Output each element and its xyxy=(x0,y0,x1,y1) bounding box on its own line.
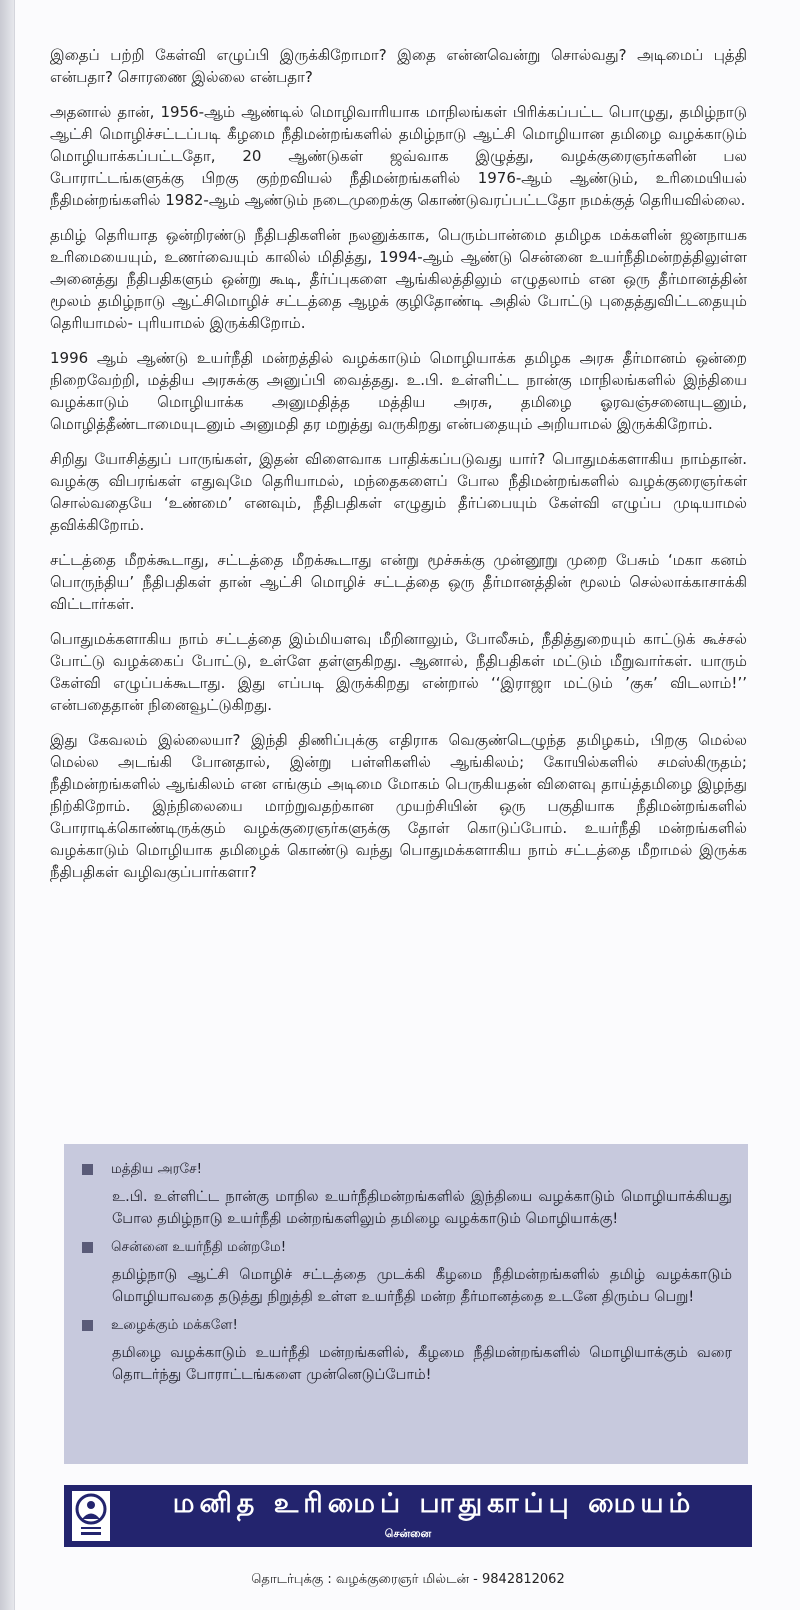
organization-city: சென்னை xyxy=(384,1527,432,1540)
demand-text: தமிழை வழக்காடும் உயர்நீதி மன்றங்களில், கீழமை நீதிமன்றங்களில் மொழியாக்கும் வரை தொடர்ந்து போராட்டங்களை முன்னெடுப்போம்! xyxy=(112,1345,732,1383)
demand-text: உ.பி. உள்ளிட்ட நான்கு மாநில உயர்நீதிமன்றங்களில் இந்தியை வழக்காடும் மொழியாக்கியது போல தமிழ்நாடு உயர்நீதி மன்றங்களிலும் தமிழை வழக்காடும் மொழியாக்கு! xyxy=(112,1189,732,1227)
demand-item xyxy=(82,1236,732,1308)
paragraph: பொதுமக்களாகிய நாம் சட்டத்தை இம்மியளவு மீறினாலும், போலீசும், நீதித்துறையும் காட்டுக் கூச்சல் போட்டு வழக்கைப் போட்டு, உள்ளே தள்ளுகிறது. ஆனால், நீதிபதிகள் மட்டும் மீறுவார்கள். யாரும் கேள்வி எழுப்பக்கூடாது. இது எப்படி இருக்கிறது என்றால் ‘‘இராஜா மட்டும் ’குசு’ விடலாம்!’’ என்பதைதான் நினைவூட்டுகிறது. xyxy=(50,630,747,714)
demand-item xyxy=(82,1314,732,1386)
paragraph: இதைப் பற்றி கேள்வி எழுப்பி இருக்கிறோமா? இதை என்னவென்று சொல்வது? அடிமைப் புத்தி என்பதா? சொரணை இல்லை என்பதா? xyxy=(50,46,747,86)
paragraph: இது கேவலம் இல்லையா? இந்தி திணிப்புக்கு எதிராக வெகுண்டெழுந்த தமிழகம், பிறகு மெல்ல மெல்ல அடங்கி போனதால், இன்று பள்ளிகளில் ஆங்கிலம்; கோயில்களில் சமஸ்கிருதம்; நீதிமன்றங்களில் ஆங்கிலம் என எங்கும் அடிமை மோகம் பெருகியதன் விளைவு தாய்த்தமிழை இழந்து நிற்கிறோம். இந்நிலையை மாற்றுவதற்கான முயற்சியின் ஒரு பகுதியாக நீதிமன்றங்களில் போராடிக்கொண்டிருக்கும் வழக்குரைஞர்களுக்கு தோள் கொடுப்போம். உயர்நீதி மன்றங்களில் வழக்காடும் மொழியாக தமிழைக் கொண்டு வந்து பொதுமக்களாகிய நாம் சட்டத்தை மீறாமல் இருக்க நீதிபதிகள் வழிவகுப்பார்களா? xyxy=(50,731,747,881)
paragraph: தமிழ் தெரியாத ஒன்றிரண்டு நீதிபதிகளின் நலனுக்காக, பெரும்பான்மை தமிழக மக்களின் ஜனநாயக உரிமையையும், உணர்வையும் காலில் மிதித்து, 1994-ஆம் ஆண்டு சென்னை உயர்நீதிமன்றத்திலுள்ள அனைத்து நீதிபதிகளும் ஒன்று கூடி, தீர்ப்புகளை ஆங்கிலத்திலும் எழுதலாம் என ஒரு தீர்மானத்தின் மூலம் தமிழ்நாடு ஆட்சிமொழிச் சட்டத்தை ஆழக் குழிதோண்டி அதில் போட்டு புதைத்துவிட்டதையும் தெரியாமல்- புரியாமல் இருக்கிறோம். xyxy=(50,226,747,332)
paragraph: சட்டத்தை மீறக்கூடாது, சட்டத்தை மீறக்கூடாது என்று மூச்சுக்கு முன்னூறு முறை பேசும் ‘மகா கனம் பொருந்திய’ நீதிபதிகள் தான் ஆட்சி மொழிச் சட்டத்தை ஒரு தீர்மானத்தின் மூலம் செல்லாக்காசாக்கி விட்டார்கள். xyxy=(50,551,747,613)
paragraph: சிறிது யோசித்துப் பாருங்கள், இதன் விளைவாக பாதிக்கப்படுவது யார்? பொதுமக்களாகிய நாம்தான். வழக்கு விபரங்கள் எதுவுமே தெரியாமல், மந்தைகளைப் போல நீதிமன்றங்களில் வழக்குரைஞர்கள் சொல்வதையே ‘உண்மை’ எனவும், நீதிபதிகள் எழுதும் தீர்ப்பையும் கேள்வி எழுப்ப முடியாமல் தவிக்கிறோம். xyxy=(50,450,747,534)
organization-name: மனித உரிமைப் பாதுகாப்பு மையம் xyxy=(172,1488,696,1519)
square-bullet-icon xyxy=(82,1242,93,1253)
demand-text: தமிழ்நாடு ஆட்சி மொழிச் சட்டத்தை முடக்கி கீழமை நீதிமன்றங்களில் தமிழ் வழக்காடும் மொழியாவதை தடுத்து நிறுத்தி உள்ள உயர்நீதி மன்ற தீர்மானத்தை உடனே திரும்ப பெறு! xyxy=(112,1267,732,1305)
demand-heading: சென்னை உயர்நீதி மன்றமே! xyxy=(111,1239,287,1255)
paragraph: 1996 ஆம் ஆண்டு உயர்நீதி மன்றத்தில் வழக்காடும் மொழியாக்க தமிழக அரசு தீர்மானம் ஒன்றை நிறைவேற்றி, மத்திய அரசுக்கு அனுப்பி வைத்தது. உ.பி. உள்ளிட்ட நான்கு மாநிலங்களில் இந்தியை வழக்காடும் மொழியாக்க அனுமதித்த மத்திய அரசு, தமிழை ஓரவஞ்சனையுடனும், மொழித்தீண்டாமையுடனும் அனுமதி தர மறுத்து வருகிறது என்பதையும் அறியாமல் இருக்கிறோம். xyxy=(50,349,747,433)
square-bullet-icon xyxy=(82,1320,93,1331)
demand-item xyxy=(82,1158,732,1230)
paragraph: அதனால் தான், 1956-ஆம் ஆண்டில் மொழிவாரியாக மாநிலங்கள் பிரிக்கப்பட்ட பொழுது, தமிழ்நாடு ஆட்சி மொழிச்சட்டப்படி கீழமை நீதிமன்றங்களில் தமிழ்நாடு ஆட்சி மொழியான தமிழை வழக்காடும் மொழியாக்கப்பட்டதோ, 20 ஆண்டுகள் ஜவ்வாக இழுத்து, வழக்குரைஞர்களின் பல போராட்டங்களுக்கு பிறகு குற்றவியல் நீதிமன்றங்களில் 1976-ஆம் ஆண்டும், உரிமையியல் நீதிமன்றங்களில் 1982-ஆம் ஆண்டும் நடைமுறைக்கு கொண்டுவரப்பட்டதோ நமக்குத் தெரியவில்லை. xyxy=(50,103,747,209)
demands-box xyxy=(64,1144,748,1464)
contact-line: தொடர்புக்கு : வழக்குரைஞர் மில்டன் - 9842812062 xyxy=(251,1572,565,1587)
demand-heading: மத்திய அரசே! xyxy=(111,1161,203,1177)
article-body xyxy=(50,44,747,896)
page-edge xyxy=(0,0,14,1610)
square-bullet-icon xyxy=(82,1164,93,1175)
organization-banner xyxy=(64,1485,752,1547)
demand-heading: உழைக்கும் மக்களே! xyxy=(111,1317,238,1333)
